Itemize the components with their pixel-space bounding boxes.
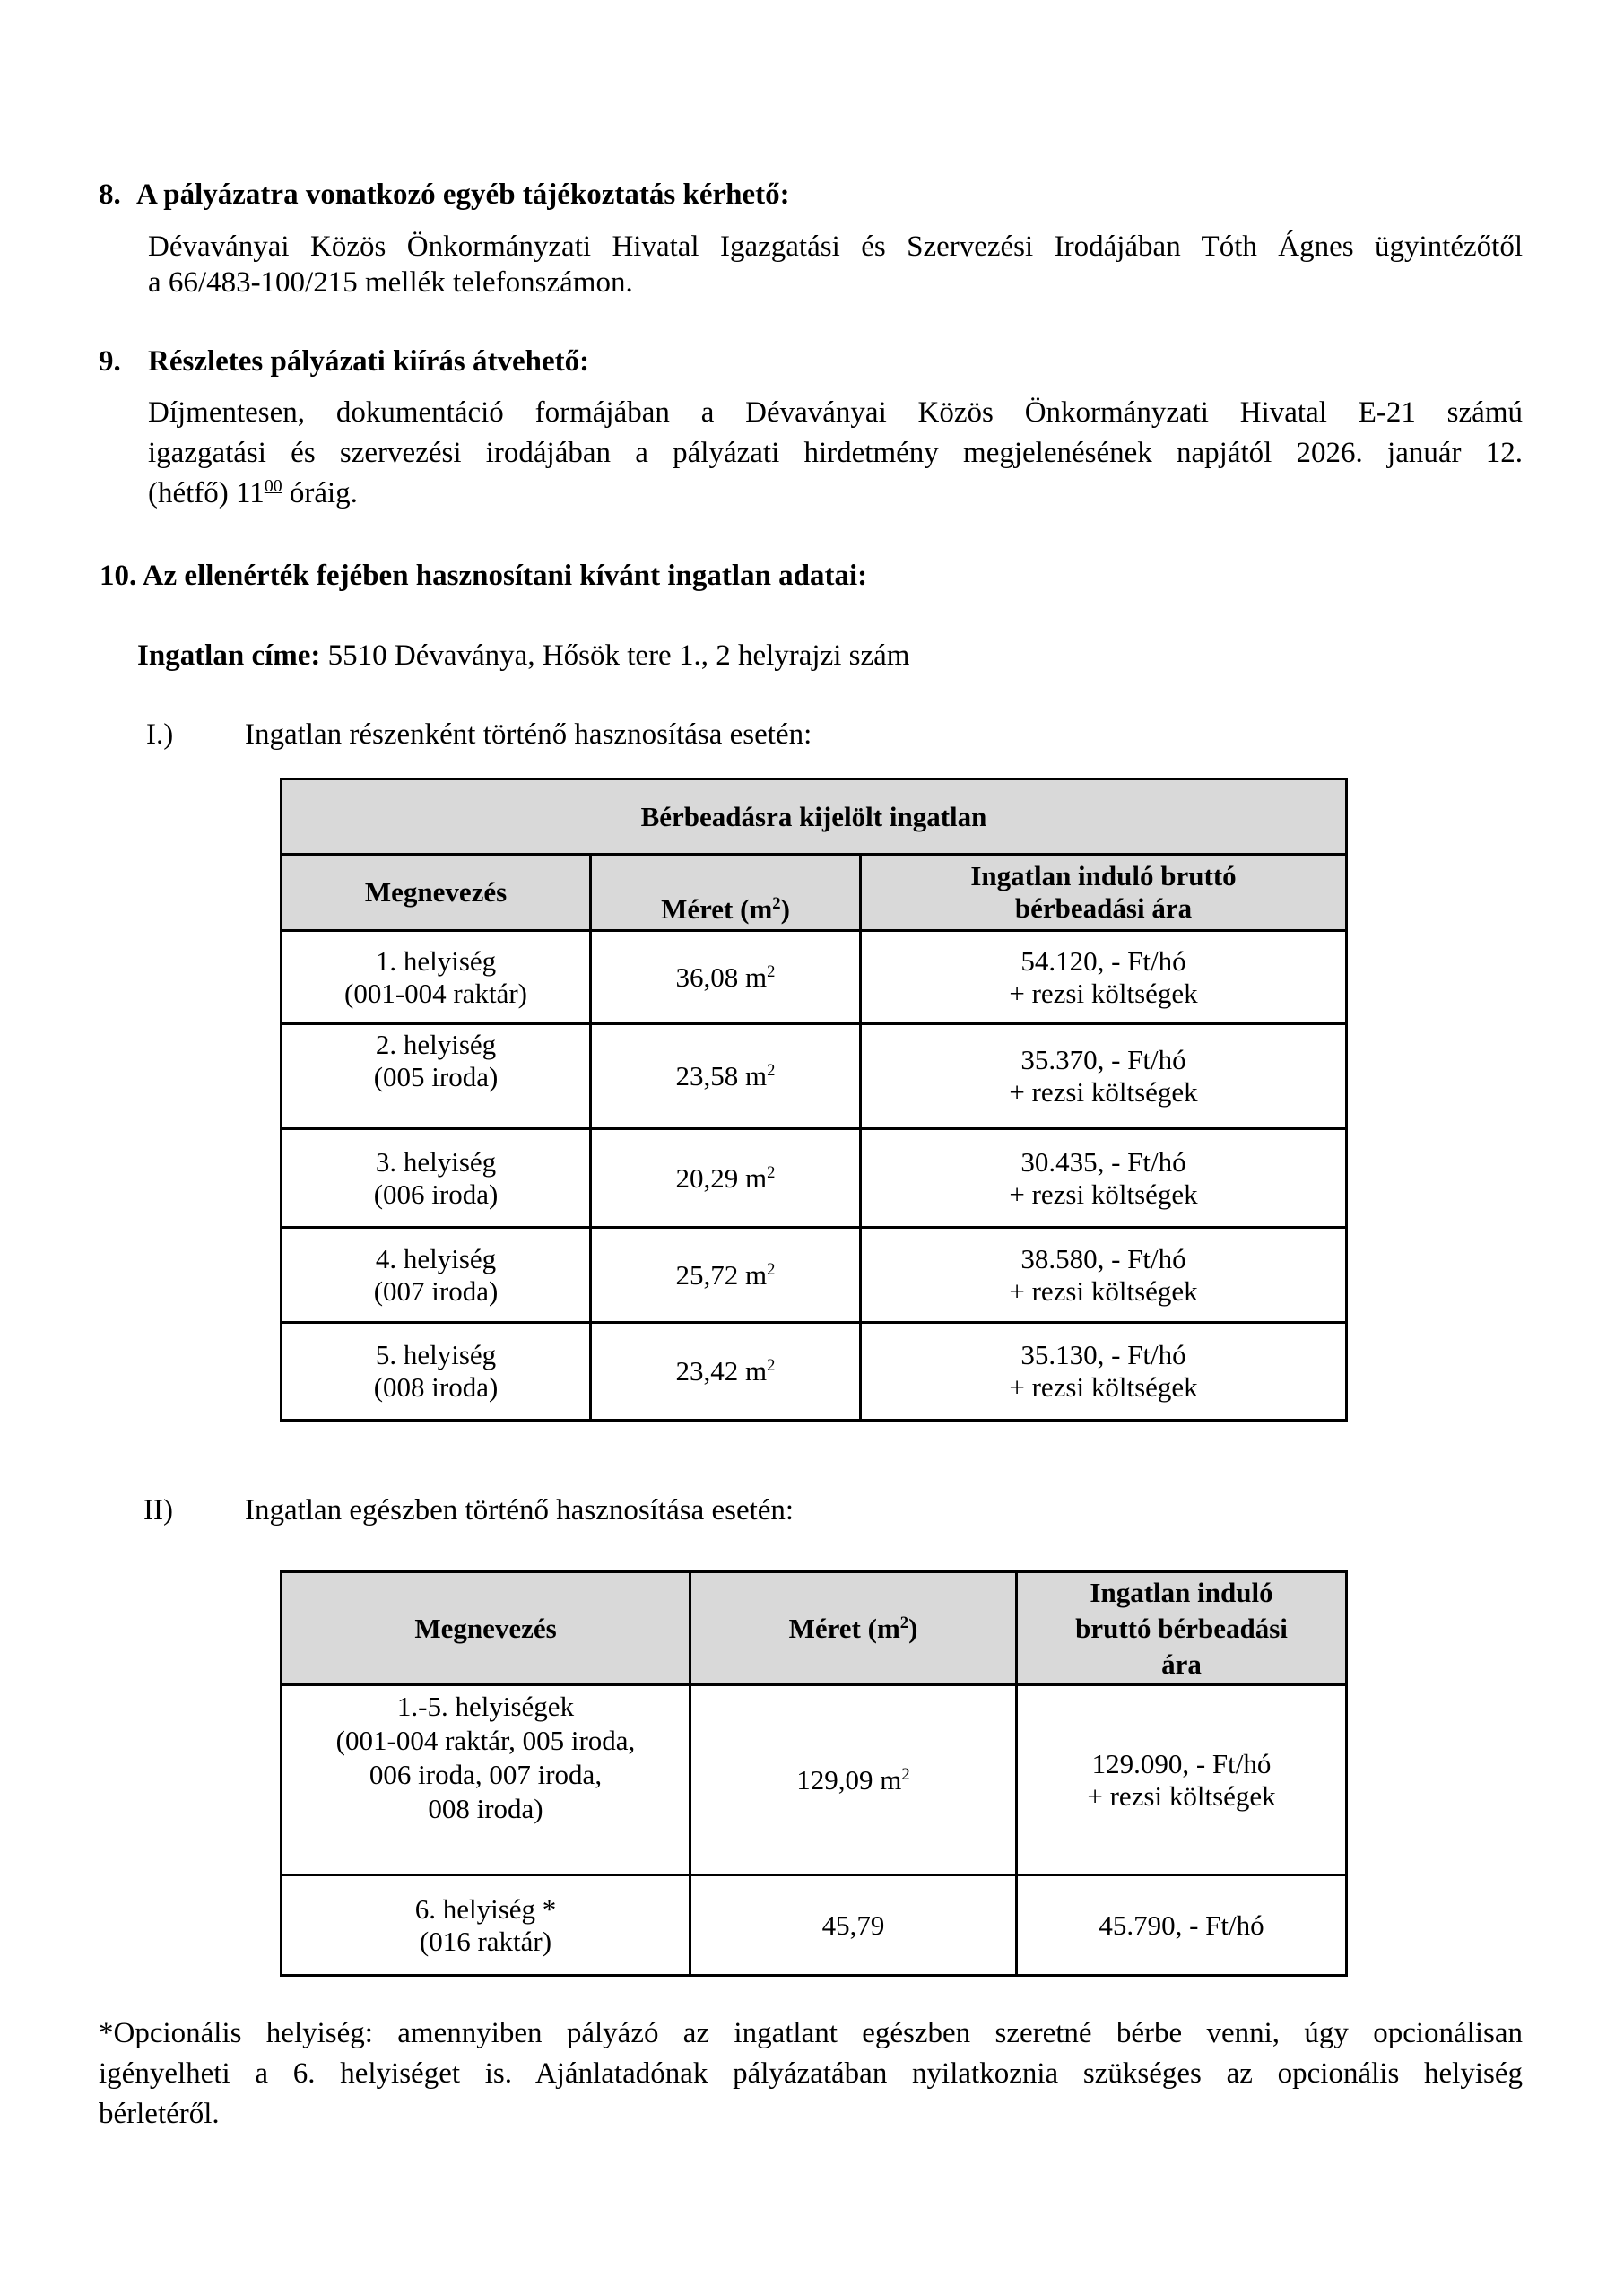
room-label: 5. helyiség	[375, 1339, 497, 1370]
header-size-close: )	[780, 893, 790, 925]
room-label: 2. helyiség	[375, 1029, 497, 1060]
header-size	[591, 855, 861, 931]
size-unit-sup: 2	[767, 1162, 776, 1182]
cell-name	[282, 1129, 591, 1228]
header-price	[861, 855, 1347, 931]
room-size: 20,29 m	[675, 1161, 768, 1194]
room-price: 38.580, - Ft/hó	[1020, 1242, 1186, 1274]
cell-size	[690, 1875, 1017, 1976]
room-size: 129,09 m	[796, 1763, 902, 1796]
cell-price	[861, 1024, 1347, 1129]
part-1-marker: I.)	[146, 718, 174, 751]
room-utilities: + rezsi költségek	[1009, 1274, 1198, 1307]
room-code: (016 raktár)	[419, 1925, 552, 1957]
cell-price	[1017, 1875, 1347, 1976]
room-label: 1.-5. helyiségek	[396, 1691, 575, 1722]
table-partial-lease	[280, 778, 1348, 1422]
table-row	[282, 1323, 1347, 1421]
cell-price	[1017, 1685, 1347, 1875]
table-caption: Bérbeadásra kijelölt ingatlan	[282, 779, 1347, 855]
section-10-heading	[100, 558, 867, 594]
room-price: 35.370, - Ft/hó	[1020, 1044, 1186, 1075]
room-code: (005 iroda)	[373, 1061, 499, 1092]
header-price	[1017, 1572, 1347, 1685]
table-row	[282, 1228, 1347, 1323]
part-1-title: Ingatlan részenként történő hasznosítása esetén:	[245, 718, 812, 751]
room-label: 6. helyiség *	[414, 1892, 557, 1925]
table-row	[282, 931, 1347, 1024]
room-size: 25,72 m	[675, 1258, 768, 1291]
part-2-title: Ingatlan egészben történő hasznosítása esetén:	[245, 1494, 795, 1526]
room-code: (006 iroda)	[373, 1178, 499, 1210]
section-9-heading: Részletes pályázati kiírás átvehető:	[148, 345, 590, 378]
size-unit-sup: 2	[767, 1259, 776, 1279]
cell-size	[591, 1323, 861, 1421]
section-10-title: Az ellenérték fejében hasznosítani kívánt ingatlan adatai:	[142, 560, 868, 592]
room-price: 45.790, - Ft/hó	[1099, 1909, 1264, 1941]
header-name: Megnevezés	[282, 855, 591, 931]
room-code: (008 iroda)	[373, 1371, 499, 1403]
deadline-text: (hétfő) 11	[148, 477, 265, 509]
cell-size	[591, 931, 861, 1024]
room-size: 45,79	[821, 1909, 885, 1941]
header-price-line: Ingatlan induló	[1090, 1576, 1273, 1608]
cell-size	[591, 1129, 861, 1228]
header-price-line: ára	[1161, 1648, 1202, 1680]
section-9-number: 9.	[99, 345, 121, 378]
section-8-heading: A pályázatra vonatkozó egyéb tájékoztatás kérhető:	[136, 178, 790, 211]
size-unit-sup: 2	[767, 1060, 776, 1080]
cell-name	[282, 1875, 690, 1976]
room-code: (001-004 raktár)	[344, 977, 527, 1009]
table-whole-lease	[280, 1570, 1348, 1977]
room-code: 006 iroda, 007 iroda,	[369, 1759, 603, 1790]
cell-size	[591, 1228, 861, 1323]
table-row	[282, 1875, 1347, 1976]
header-price-line: bruttó bérbeadási	[1075, 1612, 1288, 1644]
address-label: Ingatlan címe:	[137, 639, 321, 672]
header-size-label: Méret (m	[788, 1612, 900, 1644]
header-size-sup: 2	[899, 1613, 909, 1632]
cell-price	[861, 931, 1347, 1024]
section-9-line: Díjmentesen, dokumentáció formájában a Dévaványai Közös Önkormányzati Hivatal E-21 számú	[148, 396, 1523, 429]
room-code: 008 iroda)	[428, 1793, 543, 1824]
cell-price	[861, 1228, 1347, 1323]
room-utilities: + rezsi költségek	[1009, 1371, 1198, 1403]
cell-size	[591, 1024, 861, 1129]
header-name: Megnevezés	[282, 1572, 690, 1685]
table-row	[282, 1024, 1347, 1129]
room-label: 3. helyiség	[375, 1145, 497, 1178]
deadline-minutes: 00	[264, 476, 282, 497]
section-9-body	[148, 393, 1523, 514]
room-utilities: + rezsi költségek	[1009, 977, 1198, 1009]
section-8-line: a 66/483-100/215 mellék telefonszámon.	[148, 266, 633, 299]
footnote	[99, 2013, 1523, 2135]
header-size-close: )	[908, 1612, 918, 1644]
room-label: 4. helyiség	[375, 1242, 497, 1274]
deadline-suffix: óráig.	[282, 477, 358, 509]
cell-price	[861, 1323, 1347, 1421]
property-address	[137, 638, 909, 674]
table-row	[282, 1685, 1347, 1875]
cell-name	[282, 1024, 591, 1129]
cell-size	[690, 1685, 1017, 1875]
size-unit-sup: 2	[767, 961, 776, 981]
size-unit-sup: 2	[901, 1764, 910, 1784]
header-price-line: bérbeadási ára	[1014, 892, 1193, 924]
part-2-marker: II)	[143, 1494, 173, 1526]
section-9-line: igazgatási és szervezési irodájában a pályázati hirdetmény megjelenésének napjától 2026. január 12.	[148, 437, 1523, 469]
cell-name	[282, 931, 591, 1024]
table-row	[282, 1129, 1347, 1228]
room-size: 36,08 m	[675, 961, 768, 993]
cell-name	[282, 1685, 690, 1875]
room-size: 23,42 m	[675, 1355, 768, 1387]
room-utilities: + rezsi költségek	[1009, 1178, 1198, 1210]
header-size-sup: 2	[772, 893, 781, 913]
footnote-line: igényelheti a 6. helyiséget is. Ajánlatadónak pályázatában nyilatkoznia szükséges az opcionális helyiség	[99, 2057, 1523, 2090]
section-8-body	[148, 229, 1523, 300]
section-9-line	[148, 474, 1523, 514]
cell-price	[861, 1129, 1347, 1228]
header-price-line: Ingatlan induló bruttó	[970, 860, 1237, 891]
cell-name	[282, 1228, 591, 1323]
address-value: 5510 Dévaványa, Hősök tere 1., 2 helyrajzi szám	[320, 639, 910, 672]
room-size: 23,58 m	[675, 1060, 768, 1091]
room-code: (007 iroda)	[373, 1274, 499, 1307]
header-size	[690, 1572, 1017, 1685]
footnote-line: *Opcionális helyiség: amennyiben pályázó az ingatlant egészben szeretné bérbe venni, úgy opcionálisan	[99, 2017, 1523, 2049]
section-8-line: Dévaványai Közös Önkormányzati Hivatal Igazgatási és Szervezési Irodájában Tóth Ágnes ügyintézőtől	[148, 230, 1523, 263]
room-price: 129.090, - Ft/hó	[1091, 1747, 1272, 1779]
size-unit-sup: 2	[767, 1355, 776, 1375]
room-price: 30.435, - Ft/hó	[1020, 1145, 1186, 1178]
section-10-number: 10.	[100, 560, 137, 592]
room-price: 35.130, - Ft/hó	[1020, 1339, 1186, 1370]
room-code: (001-004 raktár, 005 iroda,	[335, 1725, 636, 1756]
header-size-label: Méret (m	[661, 893, 773, 925]
room-utilities: + rezsi költségek	[1087, 1779, 1276, 1812]
cell-name	[282, 1323, 591, 1421]
room-utilities: + rezsi költségek	[1009, 1076, 1198, 1108]
section-8-number: 8.	[99, 178, 121, 211]
footnote-line: bérletéről.	[99, 2098, 220, 2130]
room-label: 1. helyiség	[375, 944, 497, 977]
room-price: 54.120, - Ft/hó	[1020, 944, 1186, 977]
